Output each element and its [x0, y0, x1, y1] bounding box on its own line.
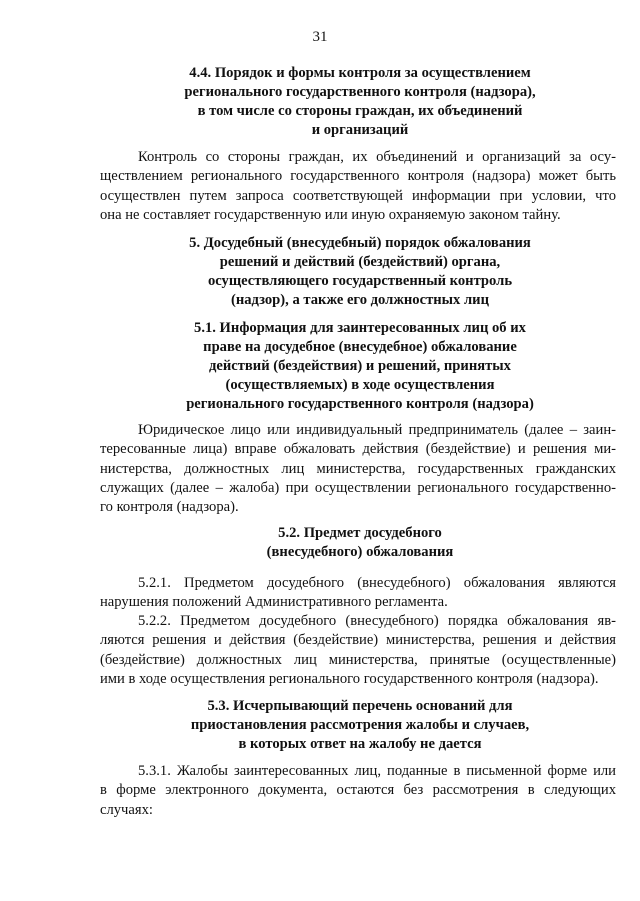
- heading-5: [100, 234, 620, 310]
- heading-5-1: [100, 319, 620, 414]
- page-number: 31: [312, 29, 328, 45]
- heading-line: 5.2. Предмет досудебного: [278, 525, 442, 541]
- text-line: нарушения положений Административного регламента.: [100, 594, 448, 611]
- text-line: служащих (далее – жалоба) при осуществлении регионального государственно-: [100, 479, 616, 496]
- text-line: ществлением регионального государственного контроля (надзора) может быть: [100, 168, 616, 185]
- heading-line: в том числе со стороны граждан, их объединений: [197, 103, 523, 119]
- heading-line: приостановления рассмотрения жалобы и случаев,: [190, 717, 530, 733]
- paragraph-5-2-1: [100, 574, 616, 613]
- heading-line: праве на досудебное (внесудебное) обжалование: [203, 339, 517, 355]
- text-line: Юридическое лицо или индивидуальный предприниматель (далее – заин-: [138, 422, 616, 438]
- heading-line: действий (бездействия) и решений, принятых: [209, 358, 511, 374]
- text-line: ими в ходе осуществления регионального государственного контроля (надзора).: [100, 670, 599, 687]
- paragraph-5-2-2: [100, 612, 616, 689]
- text-line: случаях:: [100, 801, 153, 818]
- heading-line: и организаций: [311, 122, 409, 138]
- heading-line: осуществляющего государственный контроль: [207, 273, 513, 289]
- text-line: (бездействие) должностных лиц министерства, принятые (осуществленные): [100, 651, 616, 668]
- text-line: ляются решения и действия (бездействие) министерства, решения и действия: [100, 632, 616, 649]
- heading-5-3: [100, 697, 620, 754]
- paragraph-4-4: [100, 148, 616, 225]
- text-line: Контроль со стороны граждан, их объединений и организаций за осу-: [138, 149, 616, 165]
- heading-line: (внесудебного) обжалования: [266, 544, 454, 560]
- text-line: го контроля (надзора).: [100, 499, 239, 516]
- text-line: 5.3.1. Жалобы заинтересованных лиц, поданные в письменной форме или: [138, 763, 616, 779]
- heading-line: регионального государственного контроля (надзора): [186, 396, 534, 412]
- text-line: 5.2.2. Предметом досудебного (внесудебного) порядка обжалования яв-: [138, 613, 616, 629]
- text-line: она не составляет государственную или иную охраняемую законом тайну.: [100, 206, 561, 223]
- heading-4-4: [100, 64, 620, 140]
- text-line: в форме электронного документа, остаются без рассмотрения в следующих: [100, 782, 616, 799]
- heading-5-2: [100, 524, 620, 562]
- heading-line: решений и действий (бездействий) органа,: [219, 254, 501, 270]
- text-line: 5.2.1. Предметом досудебного (внесудебного) обжалования являются: [138, 575, 616, 591]
- heading-line: (осуществляемых) в ходе осуществления: [225, 377, 495, 393]
- paragraph-5-1: [100, 421, 616, 517]
- heading-line: 5. Досудебный (внесудебный) порядок обжалования: [189, 235, 531, 251]
- text-line: осуществлен путем запроса соответствующей информации при условии, что: [100, 187, 616, 204]
- text-line: нистерства, должностных лиц министерства, государственных гражданских: [100, 460, 616, 477]
- text-line: тересованные лица) вправе обжаловать действия (бездействие) и решения ми-: [100, 441, 616, 458]
- heading-line: 5.3. Исчерпывающий перечень оснований для: [207, 698, 513, 714]
- heading-line: регионального государственного контроля (надзора),: [184, 84, 536, 100]
- heading-line: 4.4. Порядок и формы контроля за осуществлением: [189, 65, 531, 81]
- paragraph-5-3-1: [100, 762, 616, 820]
- heading-line: (надзор), а также его должностных лиц: [230, 292, 490, 308]
- heading-line: 5.1. Информация для заинтересованных лиц об их: [194, 320, 526, 336]
- heading-line: в которых ответ на жалобу не дается: [238, 736, 482, 752]
